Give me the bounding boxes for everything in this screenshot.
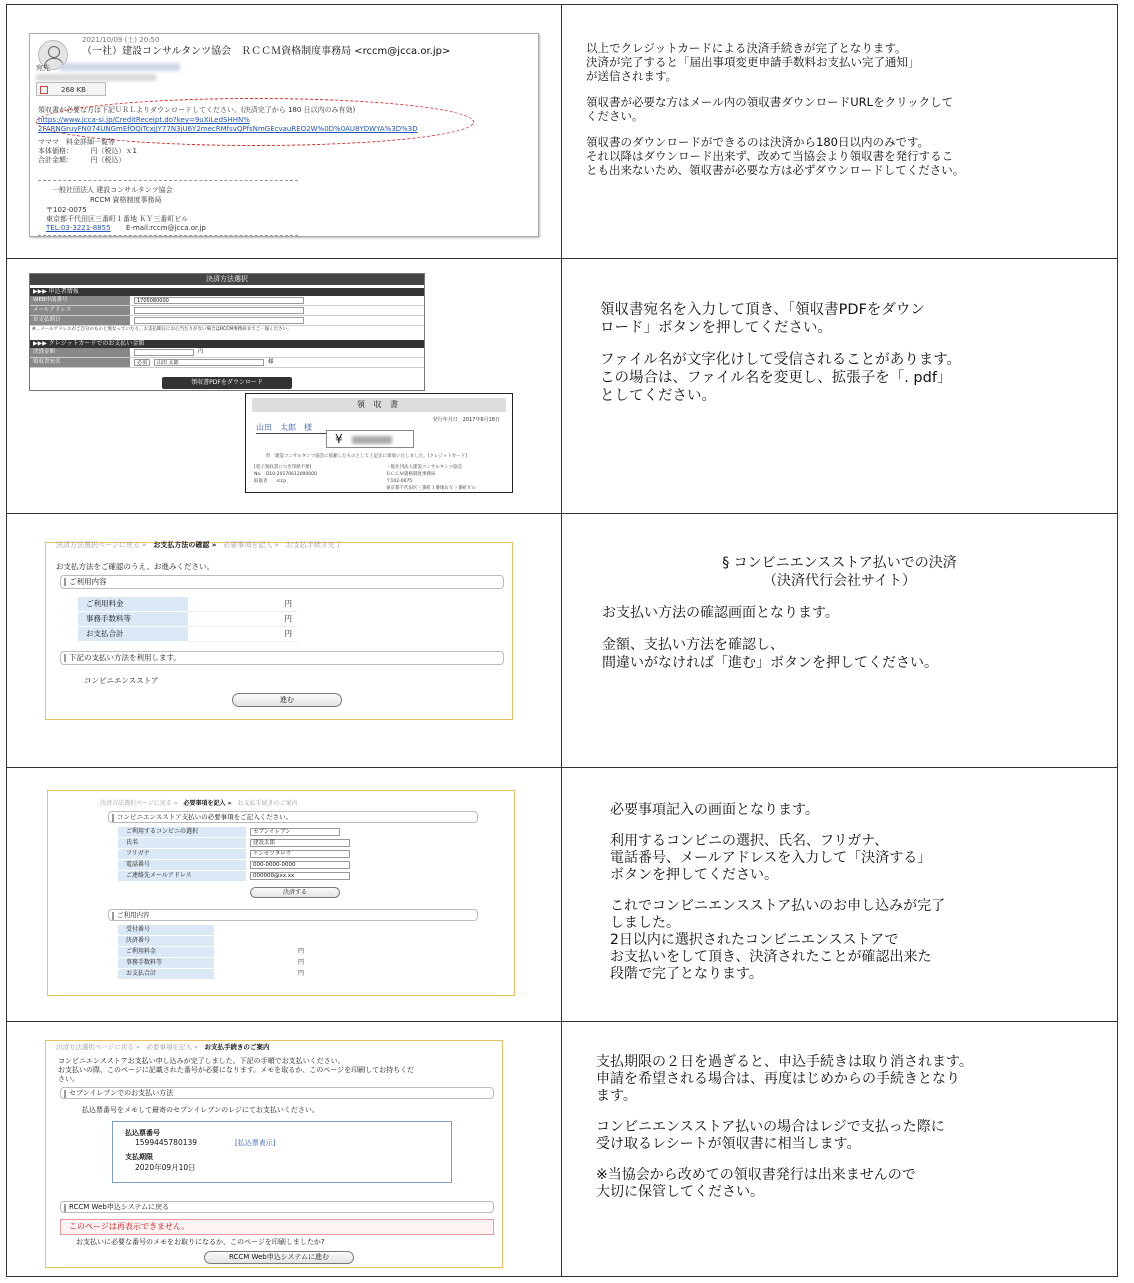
amount-section: ▶▶▶ クレジットカードでのお支払い金額 <box>30 340 424 348</box>
addressee-field[interactable]: 山田 太郎 <box>154 359 264 366</box>
row-convenience-confirm <box>7 514 1117 768</box>
required-fields <box>118 827 356 882</box>
confirm-instructions <box>562 514 1117 767</box>
org-name: 一般社団法人 建設コンサルタンツ協会 <box>52 186 173 194</box>
attachment-size: 268 KB <box>61 86 86 94</box>
table-row: 受付番号 <box>118 925 304 936</box>
email-field[interactable] <box>134 307 304 314</box>
confirm-intro: お支払方法をご確認のうえ、お進みください。 <box>56 562 214 571</box>
instruction-paragraph: 領収書宛名を入力して頂き、「領収書PDFをダウン ロード」ボタンを押してください。 <box>600 302 925 336</box>
divider-bottom <box>38 235 298 236</box>
row-payment-guide <box>7 1022 1117 1276</box>
email-instructions <box>562 5 1117 258</box>
instruction-paragraph: コンビニエンスストア払いの場合はレジで支払った際に 受け取るレシートが領収書に相当します。 <box>596 1119 945 1152</box>
proceed-button[interactable]: 進む <box>232 693 342 707</box>
receipt-form-cell <box>7 259 562 513</box>
required-instructions <box>562 768 1117 1021</box>
instruction-table <box>6 4 1118 1277</box>
payment-method-form <box>29 273 425 391</box>
due-date: 2020年09月10日 <box>135 1163 196 1172</box>
due-date-row <box>30 316 424 326</box>
method-box: 下記の支払い方法を利用します。 <box>60 651 504 665</box>
addressee-label: 領収書宛名 <box>30 358 130 367</box>
usage-table <box>118 925 304 980</box>
seven-eleven-box: セブンイレブンでのお支払い方法 <box>60 1087 494 1099</box>
addressee-row <box>30 358 424 368</box>
section-heading: § コンビニエンスストア払いでの決済 <box>722 555 957 571</box>
furigana-input[interactable]: ケンセツタロウ <box>250 850 350 858</box>
dept-name: RCCM 資格制度事務局 <box>90 196 162 204</box>
table-row: 決済番号 <box>118 936 304 947</box>
receipt-note: 領収書が必要な方は下記ＵＲＬよりダウンロードしてください。(決済完了から 180 日以内のみ有効) <box>38 106 356 114</box>
field-row: 氏名 建設太郎 <box>118 838 356 849</box>
guide-panel <box>45 1040 503 1268</box>
yen-sign: ¥ <box>335 432 343 446</box>
slip-box <box>112 1121 452 1183</box>
confirm-panel <box>45 542 513 720</box>
warning-message: このページは再表示できません。 <box>60 1219 494 1235</box>
email-preview <box>29 33 539 237</box>
total-amount: 合計金額： 円（税込） <box>38 156 126 164</box>
due-date-label: お支払期日 <box>30 316 130 325</box>
return-box: RCCM Web申込システムに戻る <box>60 1201 494 1213</box>
instruction-paragraph: 必要事項記入の画面となります。 <box>610 802 819 818</box>
receipt-url-line-2[interactable]: 2FARNGruyFN074UNGmEfOQiTcxjjY77N3jU6Y2mecRMfsvQPfsNmGEcvauREO2W%0D%0AU8YDWYA%3D%3D <box>38 125 418 133</box>
web-number-field[interactable]: 1705080000 <box>134 297 304 304</box>
unit-price: 本体価格： 円（税込）ｘ1 <box>38 147 137 155</box>
convenience-select[interactable]: セブンイレブン <box>250 828 340 836</box>
instruction-line: 払込票番号をメモして最寄のセブンイレブンのレジにてお支払いください。 <box>82 1106 319 1114</box>
usage-box: ご利用内容 <box>108 909 478 921</box>
input-screen-cell <box>7 768 562 1021</box>
org-email: E-mail:rccm@jcca.or.jp <box>126 224 206 232</box>
guide-screen-cell <box>7 1022 562 1276</box>
receipt-addressee: 山田 太郎 様 <box>256 422 326 434</box>
guide-intro: コンビニエンスストアお支払い申し込みが完了しました。下記の手順でお支払いください。 お支払いの際、このページに記載された番号が必要になります。メモを取るか、このページを印刷してお持ちくだ さい。 <box>58 1057 415 1083</box>
email-to-label: 宛先 <box>36 64 50 72</box>
row-email-receipt <box>7 5 1117 259</box>
settle-button[interactable]: 決済する <box>250 887 340 898</box>
step-indicator: 決済方法選択ページに戻る » お支払方法の確認 » 必要事項を記入 » お支払手続き完了 <box>56 541 342 549</box>
amount-field <box>134 349 194 356</box>
download-instructions <box>562 259 1117 513</box>
zip-code: 〒102-0075 <box>46 206 87 214</box>
instruction-paragraph: ファイル名が文字化けして受信されることがあります。 この場合は、ファイル名を変更し、拡張子を「. pdf」 としてください。 <box>600 352 962 404</box>
instruction-paragraph: これでコンビニエンスストア払いのお申し込みが完了 しました。 2日以内に選択されたコンビニエンスストアで お支払いをして頂き、決済されたことが確認出来た 段階で完了となります。 <box>610 898 946 982</box>
applicant-section: ▶▶▶ 申込者情報 <box>30 288 424 296</box>
due-label: 支払期限 <box>125 1153 153 1161</box>
field-row: フリガナ ケンセツタロウ <box>118 849 356 860</box>
required-badge: 必須 <box>134 359 150 366</box>
org-tel[interactable]: TEL:03-3221-8855 <box>46 224 111 232</box>
slip-number: 1599445780139 <box>135 1138 198 1147</box>
form-note: ※…メールアドレスがご自分のものと異なっていたり、お支払期日にお心当たりがない場合はRCCM事務局までご一報ください。 <box>32 327 292 332</box>
addressee-suffix: 様 <box>268 359 274 365</box>
row-receipt-download <box>7 259 1117 514</box>
instruction-paragraph: 利用するコンビニの選択、氏名、フリガナ、 電話番号、メールアドレスを入力して「決済する」 ボタンを押してください。 <box>610 833 932 883</box>
receipt-description: 但 建設コンサルタンツ協会に依頼したものとして上記正に領収いたしました。[クレジットカード] <box>266 454 467 459</box>
instruction-paragraph: ※当協会から改めての領収書発行は出来ませんので 大切に保管してください。 <box>596 1167 916 1200</box>
input-panel <box>47 790 515 996</box>
instruction-paragraph: 支払期限の２日を過ぎると、申込手続きは取り消されます。 申請を希望される場合は、再度はじめからの手続きとなり ます。 <box>596 1054 973 1104</box>
usage-table <box>78 597 298 642</box>
email-subject-blurred <box>36 74 156 81</box>
field-row: ご利用するコンビニの選択 セブンイレブン <box>118 827 356 838</box>
email-date: 2021/10/09 (土) 20:50 <box>82 36 160 44</box>
required-box: コンビニエンスストア支払いの必要事項をご記入ください。 <box>108 811 478 823</box>
divider-top <box>38 180 298 181</box>
org-address: 東京都千代田区三番町１番地 ＫＹ三番町ビル <box>46 215 189 223</box>
receipt-left-info: [電子領収書につき印紙不要] No. D10-20170612000000 取扱者 rccp <box>254 465 317 484</box>
amount-blurred <box>352 436 392 444</box>
instruction-paragraph: 金額、支払い方法を確認し、 間違いがなければ「進む」ボタンを押してください。 <box>602 637 938 671</box>
phone-input[interactable]: 000-0000-0000 <box>250 861 350 869</box>
receipt-amount-box <box>326 430 414 448</box>
email-row <box>30 306 424 316</box>
attachment-chip[interactable] <box>36 82 106 96</box>
email-recipient-blurred <box>60 63 180 71</box>
instruction-paragraph: 領収書が必要な方はメール内の領収書ダウンロードURLをクリックして ください。 <box>586 95 954 123</box>
instruction-paragraph: 以上でクレジットカードによる決済手続きが完了となります。 決済が完了すると「届出事項変更申請手数料お支払い完了通知」 が送信されます。 <box>586 41 920 83</box>
email-input[interactable]: 000000@xx.xx <box>250 872 350 880</box>
field-row: ご連絡先メールアドレス 000000@xx.xx <box>118 871 356 882</box>
payment-method: コンビニエンスストア <box>84 676 159 685</box>
confirm-screen-cell <box>7 514 562 767</box>
name-input[interactable]: 建設太郎 <box>250 839 350 847</box>
table-row: ご利用料金 円 <box>78 597 298 612</box>
table-row: 事務手数料等 円 <box>78 612 298 627</box>
receipt-title: 領 収 書 <box>252 398 506 412</box>
download-pdf-button[interactable]: 領収書PDFをダウンロード <box>162 377 292 389</box>
table-row: お支払合計 円 <box>118 969 304 980</box>
form-title: 決済方法選択 <box>30 274 424 285</box>
slip-label: 払込票番号 <box>125 1129 160 1137</box>
receipt-url-line-1[interactable]: https://www.jcca-si.jp/CreditReceipt.do?key=9uXiLedSHHN% <box>38 116 250 124</box>
table-row: ご利用料金 円 <box>118 947 304 958</box>
pdf-icon <box>40 86 48 94</box>
amount-label: 決済金額 <box>30 348 130 357</box>
web-number-row <box>30 296 424 306</box>
field-row: 電話番号 000-0000-0000 <box>118 860 356 871</box>
table-row: 事務手数料等 円 <box>118 958 304 969</box>
guide-instructions <box>562 1022 1117 1276</box>
step-indicator: 決済方法選択ページに戻る » 必要事項を記入 » お支払手続きのご案内 <box>56 1043 270 1051</box>
item-line: マママ 料金詳細一覧等 <box>38 138 115 146</box>
instruction-paragraph: 領収書のダウンロードができるのは決済から180日以内のみです。 それ以降はダウンロード出来ず、改めて当協会より領収書を発行するこ とも出来ないため、領収書が必要な方は必ずダウンロードしてください。 <box>586 135 965 177</box>
amount-unit: 円 <box>198 349 204 355</box>
instruction-paragraph: お支払い方法の確認画面となります。 <box>602 605 839 621</box>
return-system-button[interactable]: RCCM Web申込システムに進む <box>204 1251 354 1264</box>
web-number-label: WEB申請番号 <box>30 296 130 305</box>
email-screenshot-cell <box>7 5 562 258</box>
email-from: （一社）建設コンサルタンツ協会 ＲＣＣＭ資格制度事務局 <rccm@jcca.or.jp> <box>82 46 451 57</box>
slip-link[interactable]: [払込票表示] <box>235 1139 276 1147</box>
confirm-question: お支払いに必要な番号のメモをお取りになるか、このページを印刷しましたか? <box>76 1238 325 1246</box>
section-subheading: （決済代行会社サイト） <box>762 573 917 589</box>
due-date-field[interactable] <box>134 317 304 324</box>
receipt-issue-date: 発行年月日 2017年6月18日 <box>432 417 500 423</box>
receipt-right-info: 一般社団法人建設コンサルタンツ協会 ＲＣＣＭ資格制度事務局 〒102-0075 東京都千代田区三番町１番地ＫＹ三番町ビル <box>386 465 476 491</box>
receipt-preview <box>245 393 513 493</box>
amount-row <box>30 348 424 358</box>
step-indicator: 決済方法選択ページに戻る » 必要事項を記入 » お支払手続きのご案内 <box>100 800 298 807</box>
table-row: お支払合計 円 <box>78 627 298 642</box>
usage-box: ご利用内容 <box>60 575 504 589</box>
email-label: メールアドレス <box>30 306 130 315</box>
row-required-info <box>7 768 1117 1022</box>
